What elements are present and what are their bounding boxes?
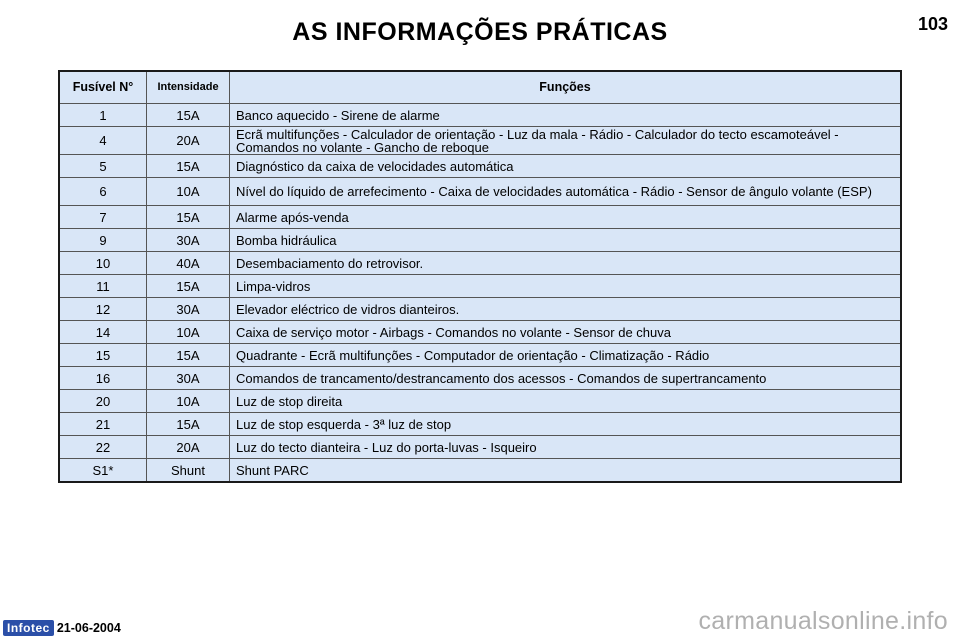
cell-intensity: 15A xyxy=(147,275,230,298)
cell-fuse-number: 7 xyxy=(59,206,147,229)
table-row xyxy=(59,275,901,298)
table-row xyxy=(59,413,901,436)
cell-intensity: 40A xyxy=(147,252,230,275)
cell-intensity: 15A xyxy=(147,413,230,436)
footer-date: 21-06-2004 xyxy=(56,621,121,635)
cell-functions: Diagnóstico da caixa de velocidades automática xyxy=(230,155,902,178)
fuse-table xyxy=(58,70,902,483)
cell-intensity: 15A xyxy=(147,206,230,229)
cell-intensity: 30A xyxy=(147,298,230,321)
table-row xyxy=(59,104,901,127)
cell-intensity: 10A xyxy=(147,390,230,413)
table-row xyxy=(59,155,901,178)
cell-functions: Limpa-vidros xyxy=(230,275,902,298)
cell-functions: Elevador eléctrico de vidros dianteiros. xyxy=(230,298,902,321)
cell-fuse-number: 6 xyxy=(59,178,147,206)
page-number: 103 xyxy=(917,14,948,34)
cell-fuse-number: 16 xyxy=(59,367,147,390)
cell-functions: Banco aquecido - Sirene de alarme xyxy=(230,104,902,127)
table-row xyxy=(59,321,901,344)
cell-intensity: 20A xyxy=(147,127,230,155)
table-row xyxy=(59,436,901,459)
cell-fuse-number: 9 xyxy=(59,229,147,252)
column-header-functions: Funções xyxy=(230,71,902,104)
cell-functions: Shunt PARC xyxy=(230,459,902,483)
table-row xyxy=(59,459,901,483)
cell-fuse-number: 15 xyxy=(59,344,147,367)
cell-fuse-number: 22 xyxy=(59,436,147,459)
cell-intensity: 20A xyxy=(147,436,230,459)
cell-intensity: Shunt xyxy=(147,459,230,483)
cell-fuse-number: 1 xyxy=(59,104,147,127)
table-row xyxy=(59,252,901,275)
cell-intensity: 30A xyxy=(147,229,230,252)
cell-intensity: 15A xyxy=(147,155,230,178)
cell-intensity: 10A xyxy=(147,178,230,206)
cell-intensity: 15A xyxy=(147,104,230,127)
cell-fuse-number: 20 xyxy=(59,390,147,413)
table-row xyxy=(59,344,901,367)
table-row xyxy=(59,206,901,229)
cell-functions: Caixa de serviço motor - Airbags - Comandos no volante - Sensor de chuva xyxy=(230,321,902,344)
table-row xyxy=(59,390,901,413)
table-header-row xyxy=(59,71,901,104)
column-header-intensity: Intensidade xyxy=(147,71,230,104)
cell-fuse-number: 10 xyxy=(59,252,147,275)
table-row xyxy=(59,178,901,206)
cell-functions: Bomba hidráulica xyxy=(230,229,902,252)
table-row xyxy=(59,367,901,390)
cell-functions: Luz do tecto dianteira - Luz do porta-luvas - Isqueiro xyxy=(230,436,902,459)
table-row xyxy=(59,298,901,321)
cell-functions: Nível do líquido de arrefecimento - Caixa de velocidades automática - Rádio - Sensor de ângulo volante (ESP) xyxy=(230,178,902,206)
cell-fuse-number: 5 xyxy=(59,155,147,178)
cell-fuse-number: S1* xyxy=(59,459,147,483)
cell-functions: Ecrã multifunções - Calculador de orientação - Luz da mala - Rádio - Calculador do tecto escamoteável - Comandos no volante - Gancho de reboque xyxy=(230,127,902,155)
cell-functions: Luz de stop direita xyxy=(230,390,902,413)
cell-functions: Desembaciamento do retrovisor. xyxy=(230,252,902,275)
watermark: carmanualsonline.info xyxy=(698,607,948,635)
footer xyxy=(3,620,121,636)
table-body xyxy=(59,104,901,483)
infotec-logo: Infotec xyxy=(3,620,54,636)
cell-fuse-number: 4 xyxy=(59,127,147,155)
cell-fuse-number: 14 xyxy=(59,321,147,344)
cell-intensity: 30A xyxy=(147,367,230,390)
cell-fuse-number: 11 xyxy=(59,275,147,298)
table-row xyxy=(59,229,901,252)
cell-functions: Quadrante - Ecrã multifunções - Computador de orientação - Climatização - Rádio xyxy=(230,344,902,367)
cell-intensity: 15A xyxy=(147,344,230,367)
table-row xyxy=(59,127,901,155)
cell-intensity: 10A xyxy=(147,321,230,344)
cell-fuse-number: 12 xyxy=(59,298,147,321)
column-header-fuse-number: Fusível N° xyxy=(59,71,147,104)
cell-functions: Alarme após-venda xyxy=(230,206,902,229)
page-title: AS INFORMAÇÕES PRÁTICAS xyxy=(292,18,668,46)
cell-functions: Luz de stop esquerda - 3ª luz de stop xyxy=(230,413,902,436)
cell-functions: Comandos de trancamento/destrancamento dos acessos - Comandos de supertrancamento xyxy=(230,367,902,390)
cell-fuse-number: 21 xyxy=(59,413,147,436)
